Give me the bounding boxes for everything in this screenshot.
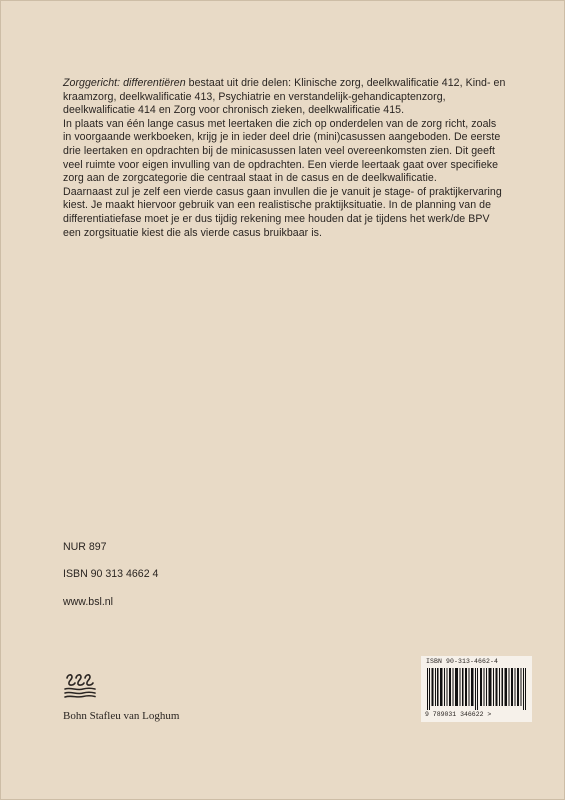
website-link[interactable]: www.bsl.nl [63,596,114,608]
isbn-number: ISBN 90 313 4662 4 [63,568,159,580]
blurb-paragraph-1-rest: bestaat uit drie delen: Klinische zorg, deelkwalificatie 412, Kind- en kraamzorg, deelkwalificatie 413, Psychiatrie en verstandelijk-gehandicaptenzorg, deelkwalificatie 414 en Zorg voor chronisch zieken, deelkwalificatie 415. [63,77,506,117]
barcode-bars-icon [427,668,527,710]
blurb-paragraph-2: In plaats van één lange casus met leertaken die zich op onderdelen van de zorg richt, zoals in voorgaande werkboeken, krijg je in ieder deel drie (mini)casussen aangeboden. De eerste drie leertaken en opdrachten bij de minicasussen laten veel overeenkomsten zien. Dit geeft veel ruimte voor eigen invulling van de opdrachten. Een vierde leertaak gaat over specifieke zorg aan de zorgcategorie die centraal staat in de casus en de deelkwalificatie. [63,117,501,185]
publisher-name: Bohn Stafleu van Loghum [63,710,180,722]
blurb-paragraph-1 [63,77,507,118]
bsl-swans-logo-icon [63,672,97,698]
barcode-label [421,656,532,722]
nur-code: NUR 897 [63,541,107,553]
book-title-italic: Zorggericht: differentiëren [63,77,186,89]
blurb-paragraph-3: Daarnaast zul je zelf een vierde casus gaan invullen die je vanuit je stage- of praktijkervaring kiest. Je maakt hiervoor gebruik van een realistische praktijksituatie. In de planning van de differentiatiefase moet je er dus tijdig rekening mee houden dat je tijdens het werk/de BPV een zorgsituatie kiest die als vierde casus bruikbaar is. [63,185,502,239]
blurb-text [63,77,507,240]
barcode-digits: 9 789031 346622 > [425,711,492,718]
barcode-isbn-label: ISBN 90-313-4662-4 [426,658,499,665]
